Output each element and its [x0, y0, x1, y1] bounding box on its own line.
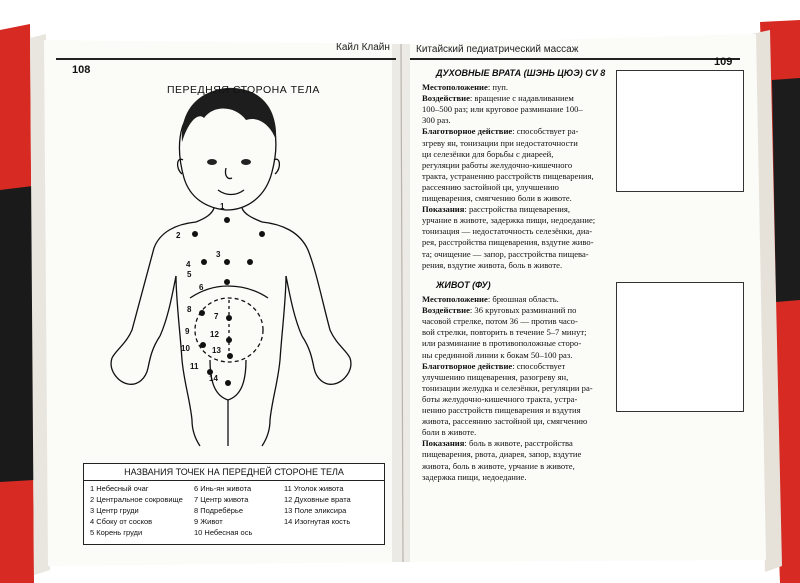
eye-left: [207, 159, 217, 165]
left-running-head: Кайл Клайн: [336, 42, 390, 53]
text-line-content: : пуп.: [487, 82, 509, 92]
text-line: [422, 416, 587, 427]
legend-item: 2 Центральное сокровище: [90, 495, 183, 504]
text-line: [422, 449, 581, 460]
text-line-content: регуляции работы желудочно-кишечного: [422, 159, 573, 170]
text-line-content: : боль в животе, расстройства: [464, 438, 573, 449]
text-line-content: : способствует ра-: [512, 126, 579, 137]
text-line: [422, 427, 476, 438]
legend-item: 14 Изогнутая кость: [284, 517, 351, 526]
text-line: [422, 226, 592, 237]
section-title-abdomen: ЖИВОТ (ФУ): [436, 280, 491, 290]
text-line-label: Показания: [422, 438, 465, 449]
text-line: [422, 472, 526, 483]
right-page-number: 109: [714, 56, 733, 68]
text-line: [422, 405, 581, 416]
text-line: [422, 237, 594, 248]
text-line-content: ны срединной линии к бокам 50–100 раз.: [422, 349, 573, 360]
right-header-rule: [410, 58, 740, 60]
text-line-content: живота, рассеянию застойной ци, смягчению: [422, 416, 588, 427]
legend-item: 5 Корень груди: [90, 528, 143, 537]
text-line-content: : брюшная область.: [487, 294, 559, 304]
point-label-7: 7: [214, 312, 219, 321]
text-line-content: згреву ян, тонизации при недостаточности: [422, 137, 578, 148]
text-line-content: та; очищение — запор, расстройства пищева-: [422, 248, 589, 259]
text-line-label: Местоположение: [422, 82, 488, 92]
text-line-content: : 36 круговых разминаний по: [469, 305, 577, 316]
text-line-content: пищеварения, рвота, диарея, запор, вздутие: [422, 449, 582, 460]
text-line-content: : расстройства пищеварения,: [464, 204, 571, 215]
text-line-content: улучшению пищеварения, разогреву ян,: [422, 371, 569, 382]
section-title-cv8: ДУХОВНЫЕ ВРАТА (ШЭНЬ ЦЮЭ) CV 8: [436, 68, 606, 78]
text-line: [422, 361, 565, 372]
point-label-10: 10: [181, 344, 190, 353]
point-label-8: 8: [187, 305, 192, 314]
text-line: [422, 149, 553, 160]
text-line-label: Воздействие: [422, 305, 470, 316]
text-line: [422, 294, 559, 305]
text-line-content: тонизации желудка и селезёнки, регуляции ра-: [422, 382, 593, 393]
left-header-rule: [56, 58, 396, 60]
text-line: [422, 394, 577, 405]
legend-item: 13 Поле эликсира: [284, 506, 347, 515]
legend-item: 9 Живот: [194, 517, 223, 526]
point-label-12: 12: [210, 330, 219, 339]
point-label-2: 2: [176, 231, 181, 240]
text-line-content: задержка пищи, недоедание.: [422, 471, 527, 482]
text-line: [422, 204, 570, 215]
cover-left-dark-band: [0, 186, 34, 482]
text-line-label: Воздействие: [422, 93, 470, 104]
legend-item: 10 Небесная ось: [194, 528, 253, 537]
text-line: [422, 260, 562, 271]
text-line: [422, 104, 583, 115]
text-line: [422, 438, 573, 449]
text-line-content: боли в животе.: [422, 427, 477, 438]
text-line-content: тракта, устранению расстройств пищеварения,: [422, 170, 594, 181]
legend-item: 3 Центр груди: [90, 506, 139, 515]
point-label-1: 1: [220, 202, 225, 211]
text-line-label: Местоположение: [422, 294, 488, 304]
text-line-content: рассеянию застойной ци, улучшению: [422, 181, 559, 192]
text-line: [422, 372, 568, 383]
legend-title: НАЗВАНИЯ ТОЧЕК НА ПЕРЕДНЕЙ СТОРОНЕ ТЕЛА: [84, 464, 384, 481]
text-line-content: живота, боль в животе, урчание в животе,: [422, 460, 575, 471]
legend-item: 1 Небесный очаг: [90, 484, 149, 493]
legend-item: 4 Сбоку от сосков: [90, 517, 153, 526]
text-line: [422, 171, 594, 182]
legend-item: 7 Центр живота: [194, 495, 249, 504]
point-label-5: 5: [187, 270, 192, 279]
text-line-content: : вращение с надавливанием: [469, 93, 574, 104]
point-label-13: 13: [212, 346, 221, 355]
text-line: [422, 305, 576, 316]
point-label-9: 9: [185, 327, 190, 336]
text-line-content: рея, расстройства пищеварения, вздутие живо-: [422, 237, 594, 248]
text-line-content: 100–500 раз; или круговое разминание 100–: [422, 104, 583, 115]
eye-right: [241, 159, 251, 165]
figure-box-cv8: [616, 70, 744, 192]
right-running-head: Китайский педиатрический массаж: [416, 44, 579, 55]
text-line-label: Показания: [422, 204, 465, 215]
text-line: [422, 327, 587, 338]
figure-box-abdomen: [616, 282, 744, 412]
point-label-4: 4: [186, 260, 191, 269]
text-line: [422, 350, 572, 361]
legend-item: 12 Духовные врата: [284, 495, 351, 504]
text-line-content: боты желудочно-кишечного тракта, устра-: [422, 393, 578, 404]
text-line: [422, 115, 451, 126]
point-label-3: 3: [216, 250, 221, 259]
legend-item: 8 Подребёрье: [194, 506, 244, 515]
cover-right-dark-band: [772, 78, 800, 302]
point-label-14: 14: [209, 374, 218, 383]
point-label-6: 6: [199, 283, 204, 292]
text-line: [422, 461, 575, 472]
text-line-content: часовой стрелке, потом 36 — против часо-: [422, 316, 578, 327]
text-line: [422, 126, 578, 137]
legend-item: 6 Инь-ян живота: [194, 484, 252, 493]
text-line: [422, 383, 593, 394]
text-line-label: Благотворное действие: [422, 126, 513, 137]
text-line-label: Благотворное действие: [422, 360, 513, 371]
points-legend-table: [83, 463, 385, 545]
point-label-11: 11: [190, 362, 199, 371]
text-line: [422, 338, 581, 349]
text-line: [422, 160, 572, 171]
legend-item: 11 Уголок живота: [284, 484, 344, 493]
text-line-content: пищеварения, смягчению боли в животе.: [422, 193, 572, 203]
text-line: [422, 215, 595, 226]
text-line-content: рения, вздутие живота, боль в животе.: [422, 259, 563, 270]
text-line-content: тонизация — недостаточность селезёнки, диа-: [422, 226, 593, 237]
text-line: [422, 82, 508, 93]
text-line-content: или разминание в противоположные сторо-: [422, 338, 582, 349]
text-line-content: урчание в животе, задержка пищи, недоедание;: [422, 215, 596, 226]
text-line-content: 300 раз.: [422, 115, 451, 126]
text-line: [422, 138, 578, 149]
text-line-content: вой стрелки, повторить в течение 5–7 минут;: [422, 327, 587, 338]
text-line-content: ци селезёнки для борьбы с диареей,: [422, 148, 554, 159]
text-line-content: нению расстройств пищеварения и вздутия: [422, 405, 581, 415]
text-line: [422, 249, 589, 260]
text-line: [422, 316, 578, 327]
left-page-number: 108: [72, 64, 91, 76]
diagram-title: ПЕРЕДНЯЯ СТОРОНА ТЕЛА: [167, 84, 320, 96]
text-line: [422, 182, 559, 193]
text-line: [422, 193, 572, 204]
text-line: [422, 93, 574, 104]
text-line-content: : способствует: [512, 360, 566, 371]
